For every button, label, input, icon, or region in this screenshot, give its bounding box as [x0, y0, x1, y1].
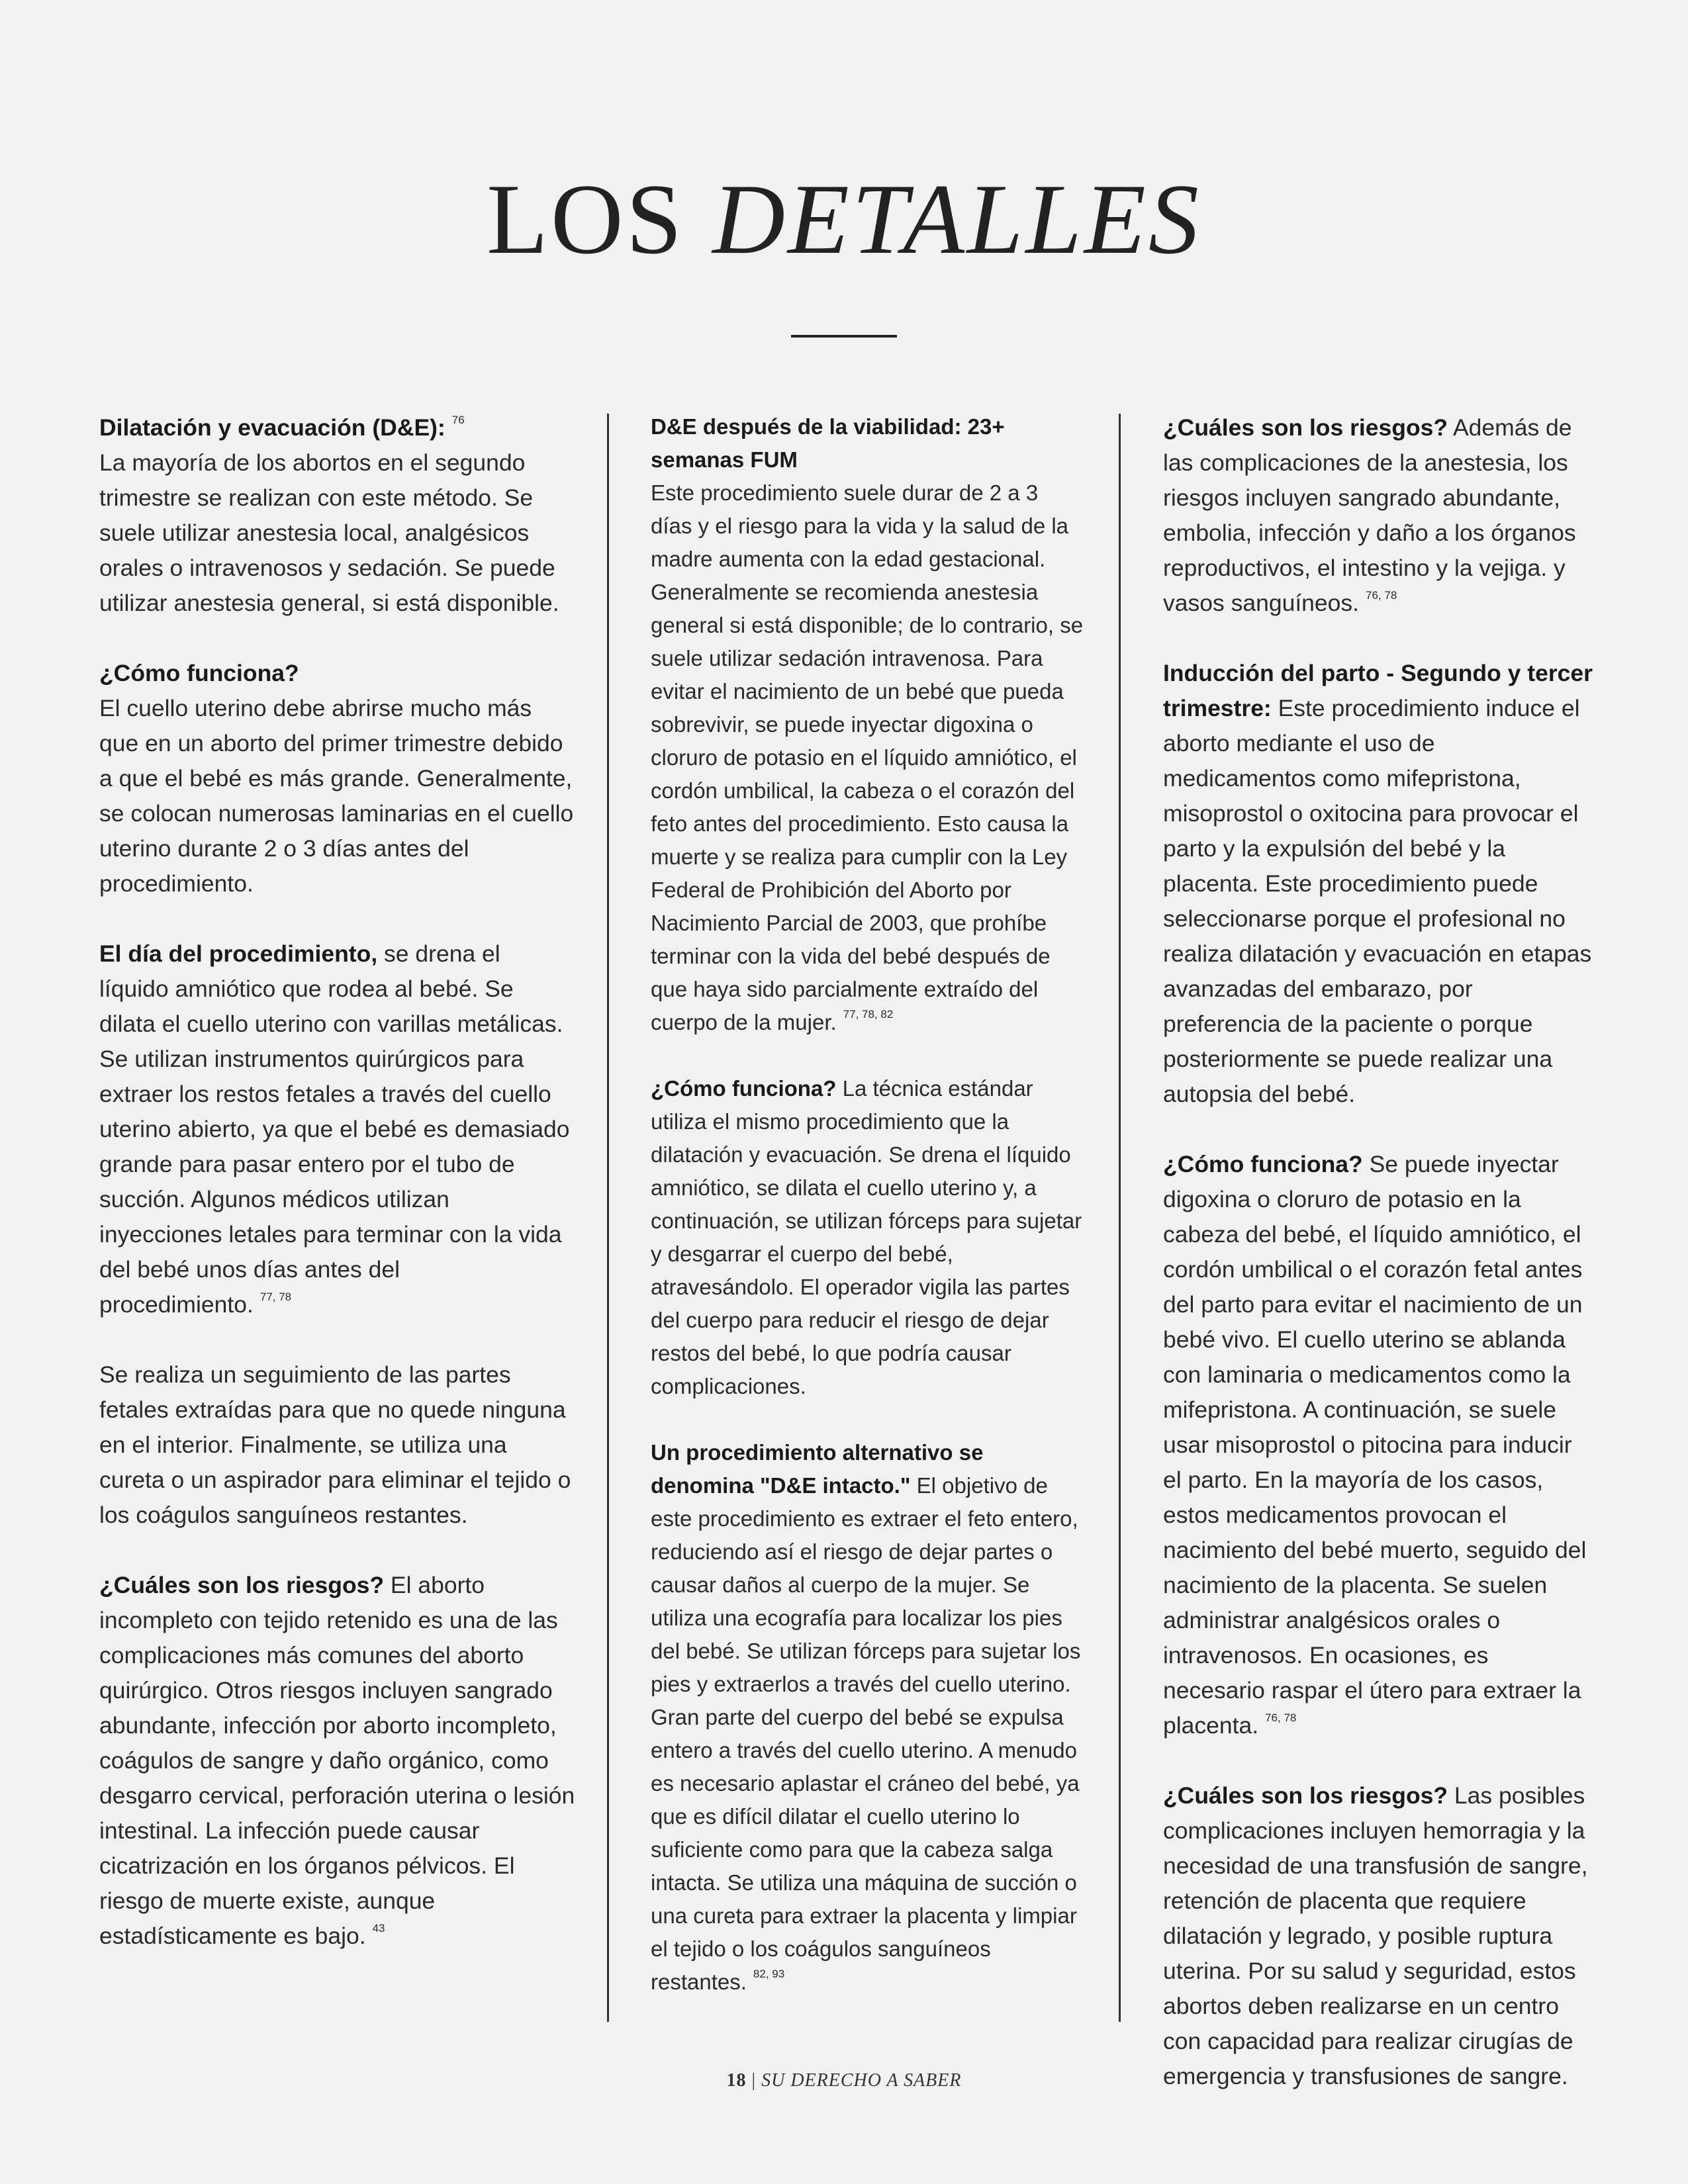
- footer-separator: |: [746, 2070, 762, 2091]
- paragraph-text: Este procedimiento induce el aborto mediante el uso de medicamentos como mifepristona, misoprostol o oxitocina para provocar el parto y la expulsión del bebé y la placenta. Este procedimiento puede seleccionarse porque el profesional no realiza dilatación y evacuación en etapas avanzadas del embarazo, por preferencia de la paciente o porque posteriormente se puede realizar una autopsia del bebé.: [1163, 695, 1592, 1107]
- heading-como-funciona: ¿Cómo funciona?: [99, 660, 299, 686]
- column-2: [651, 410, 1084, 2032]
- paragraph: [651, 1436, 1084, 1999]
- column-1: [99, 410, 576, 1989]
- paragraph: [1163, 410, 1593, 621]
- footnote-ref: 43: [372, 1922, 385, 1934]
- paragraph: [99, 410, 576, 621]
- heading-viabilidad: D&E después de la viabilidad: 23+ semanas FUM: [651, 414, 1005, 472]
- paragraph-text: se drena el líquido amniótico que rodea al bebé. Se dilata el cuello uterino con varillas metálicas. Se utilizan instrumentos quirúrgicos para extraer los restos fetales a través del cuello uterino abierto, ya que el bebé es demasiado grande para pasar entero por el tubo de succión. Algunos médicos utilizan inyecciones letales para terminar con la vida del bebé unos días antes del procedimiento.: [99, 940, 570, 1318]
- footnote-ref: 77, 78, 82: [843, 1008, 894, 1021]
- paragraph: [651, 410, 1084, 1039]
- paragraph-text: La técnica estándar utiliza el mismo procedimiento que la dilatación y evacuación. Se drena el líquido amniótico, se dilata el cuello uterino y, a continuación, se utilizan fórceps para sujetar y desgarrar el cuerpo del bebé, atravesándolo. El operador vigila las partes del cuerpo para reducir el riesgo de dejar restos del bebé, lo que podría causar complicaciones.: [651, 1076, 1082, 1398]
- title-part-2: DETALLES: [712, 163, 1201, 275]
- heading-como-funciona: ¿Cómo funciona?: [1163, 1151, 1363, 1177]
- heading-alternativo: Un procedimiento alternativo se denomina "D&E intacto.": [651, 1440, 984, 1498]
- title-divider: [791, 335, 897, 338]
- footnote-ref: 82, 93: [753, 1968, 785, 1980]
- title-part-1: LOS: [487, 163, 713, 275]
- paragraph-text: El cuello uterino debe abrirse mucho más que en un aborto del primer trimestre debido a que el bebé es más grande. Generalmente, se colocan numerosas laminarias en el cuello uterino durante 2 o 3 días antes del procedimiento.: [99, 695, 574, 897]
- footnote-ref: 76, 78: [1366, 589, 1397, 602]
- footnote-ref: 76, 78: [1265, 1711, 1297, 1724]
- heading-induccion: Inducción del parto - Segundo y tercer trimestre:: [1163, 660, 1593, 721]
- paragraph-text: El objetivo de este procedimiento es extraer el feto entero, reduciendo así el riesgo de dejar partes o causar daños al cuerpo de la mujer. Se utiliza una ecografía para localizar los pies del bebé. Se utilizan fórceps para sujetar los pies y extraerlos a través del cuello uterino. Gran parte del cuerpo del bebé se expulsa entero a través del cuello uterino. A menudo es necesario aplastar el cráneo del bebé, ya que es difícil dilatar el cuello uterino lo suficiente como para que la cabeza salga intacta. Se utiliza una máquina de succión o una cureta para extraer la placenta y limpiar el tejido o los coágulos sanguíneos restantes.: [651, 1473, 1081, 1994]
- paragraph: [1163, 1147, 1593, 1743]
- column-3: [1163, 410, 1593, 2129]
- publication-name: SU DERECHO A SABER: [761, 2070, 962, 2091]
- page-number: 18: [726, 2070, 747, 2091]
- page-title: [0, 163, 1688, 275]
- footnote-ref: 76: [451, 414, 465, 426]
- heading-riesgos: ¿Cuáles son los riesgos?: [1163, 1782, 1448, 1809]
- paragraph-text: Se realiza un seguimiento de las partes fetales extraídas para que no quede ninguna en el interior. Finalmente, se utiliza una cureta o un aspirador para eliminar el tejido o los coágulos sanguíneos restantes.: [99, 1361, 571, 1528]
- column-divider-2: [1119, 414, 1121, 2022]
- paragraph: [99, 936, 576, 1322]
- paragraph: [1163, 1778, 1593, 2094]
- heading-dilatacion: Dilatación y evacuación (D&E):: [99, 414, 445, 441]
- column-divider-1: [607, 414, 609, 2022]
- paragraph: [651, 1072, 1084, 1403]
- footnote-ref: 77, 78: [259, 1291, 292, 1303]
- paragraph: [99, 1568, 576, 1954]
- paragraph-text: Se puede inyectar digoxina o cloruro de potasio en la cabeza del bebé, el líquido amniótico, el cordón umbilical o el corazón fetal antes del parto para evitar el nacimiento de un bebé vivo. El cuello uterino se ablanda con laminaria o medicamentos como la mifepristona. A continuación, se suele usar misoprostol o pitocina para inducir el parto. En la mayoría de los casos, estos medicamentos provocan el nacimiento del bebé muerto, seguido del nacimiento de la placenta. Se suelen administrar analgésicos orales o intravenosos. En ocasiones, es necesario raspar el útero para extraer la placenta.: [1163, 1151, 1587, 1739]
- heading-como-funciona: ¿Cómo funciona?: [651, 1076, 837, 1101]
- heading-riesgos: ¿Cuáles son los riesgos?: [99, 1572, 385, 1598]
- paragraph: [99, 656, 576, 901]
- paragraph-text: Además de las complicaciones de la anestesia, los riesgos incluyen sangrado abundante, embolia, infección y daño a los órganos reproductivos, el intestino y la vejiga. y vasos sanguíneos.: [1163, 414, 1576, 616]
- paragraph-text: El aborto incompleto con tejido retenido es una de las complicaciones más comunes del aborto quirúrgico. Otros riesgos incluyen sangrado abundante, infección por aborto incompleto, coágulos de sangre y daño orgánico, como desgarro cervical, perforación uterina o lesión intestinal. La infección puede causar cicatrización en los órganos pélvicos. El riesgo de muerte existe, aunque estadísticamente es bajo.: [99, 1572, 575, 1949]
- paragraph-text: Las posibles complicaciones incluyen hemorragia y la necesidad de una transfusión de sangre, retención de placenta que requiere dilatación y legrado, y posible ruptura uterina. Por su salud y seguridad, estos abortos deben realizarse en un centro con capacidad para realizar cirugías de emergencia y transfusiones de sangre.: [1163, 1782, 1588, 2089]
- heading-dia-procedimiento: El día del procedimiento,: [99, 940, 378, 967]
- paragraph-text: La mayoría de los abortos en el segundo trimestre se realizan con este método. Se suele utilizar anestesia local, analgésicos orales o intravenosos y sedación. Se puede utilizar anestesia general, si está disponible.: [99, 449, 559, 616]
- paragraph-text: Este procedimiento suele durar de 2 a 3 días y el riesgo para la vida y la salud de la madre aumenta con la edad gestacional. Generalmente se recomienda anestesia general si está disponible; de lo contrario, se suele utilizar sedación intravenosa. Para evitar el nacimiento de un bebé que pueda sobrevivir, se puede inyectar digoxina o cloruro de potasio en el líquido amniótico, el cordón umbilical, la cabeza o el corazón del feto antes del procedimiento. Esto causa la muerte y se realiza para cumplir con la Ley Federal de Prohibición del Aborto por Nacimiento Parcial de 2003, que prohíbe terminar con la vida del bebé después de que haya sido parcialmente extraído del cuerpo de la mujer.: [651, 480, 1084, 1034]
- paragraph: [99, 1357, 576, 1533]
- paragraph: [1163, 656, 1593, 1112]
- page-footer: [0, 2070, 1688, 2091]
- heading-riesgos: ¿Cuáles son los riesgos?: [1163, 414, 1448, 441]
